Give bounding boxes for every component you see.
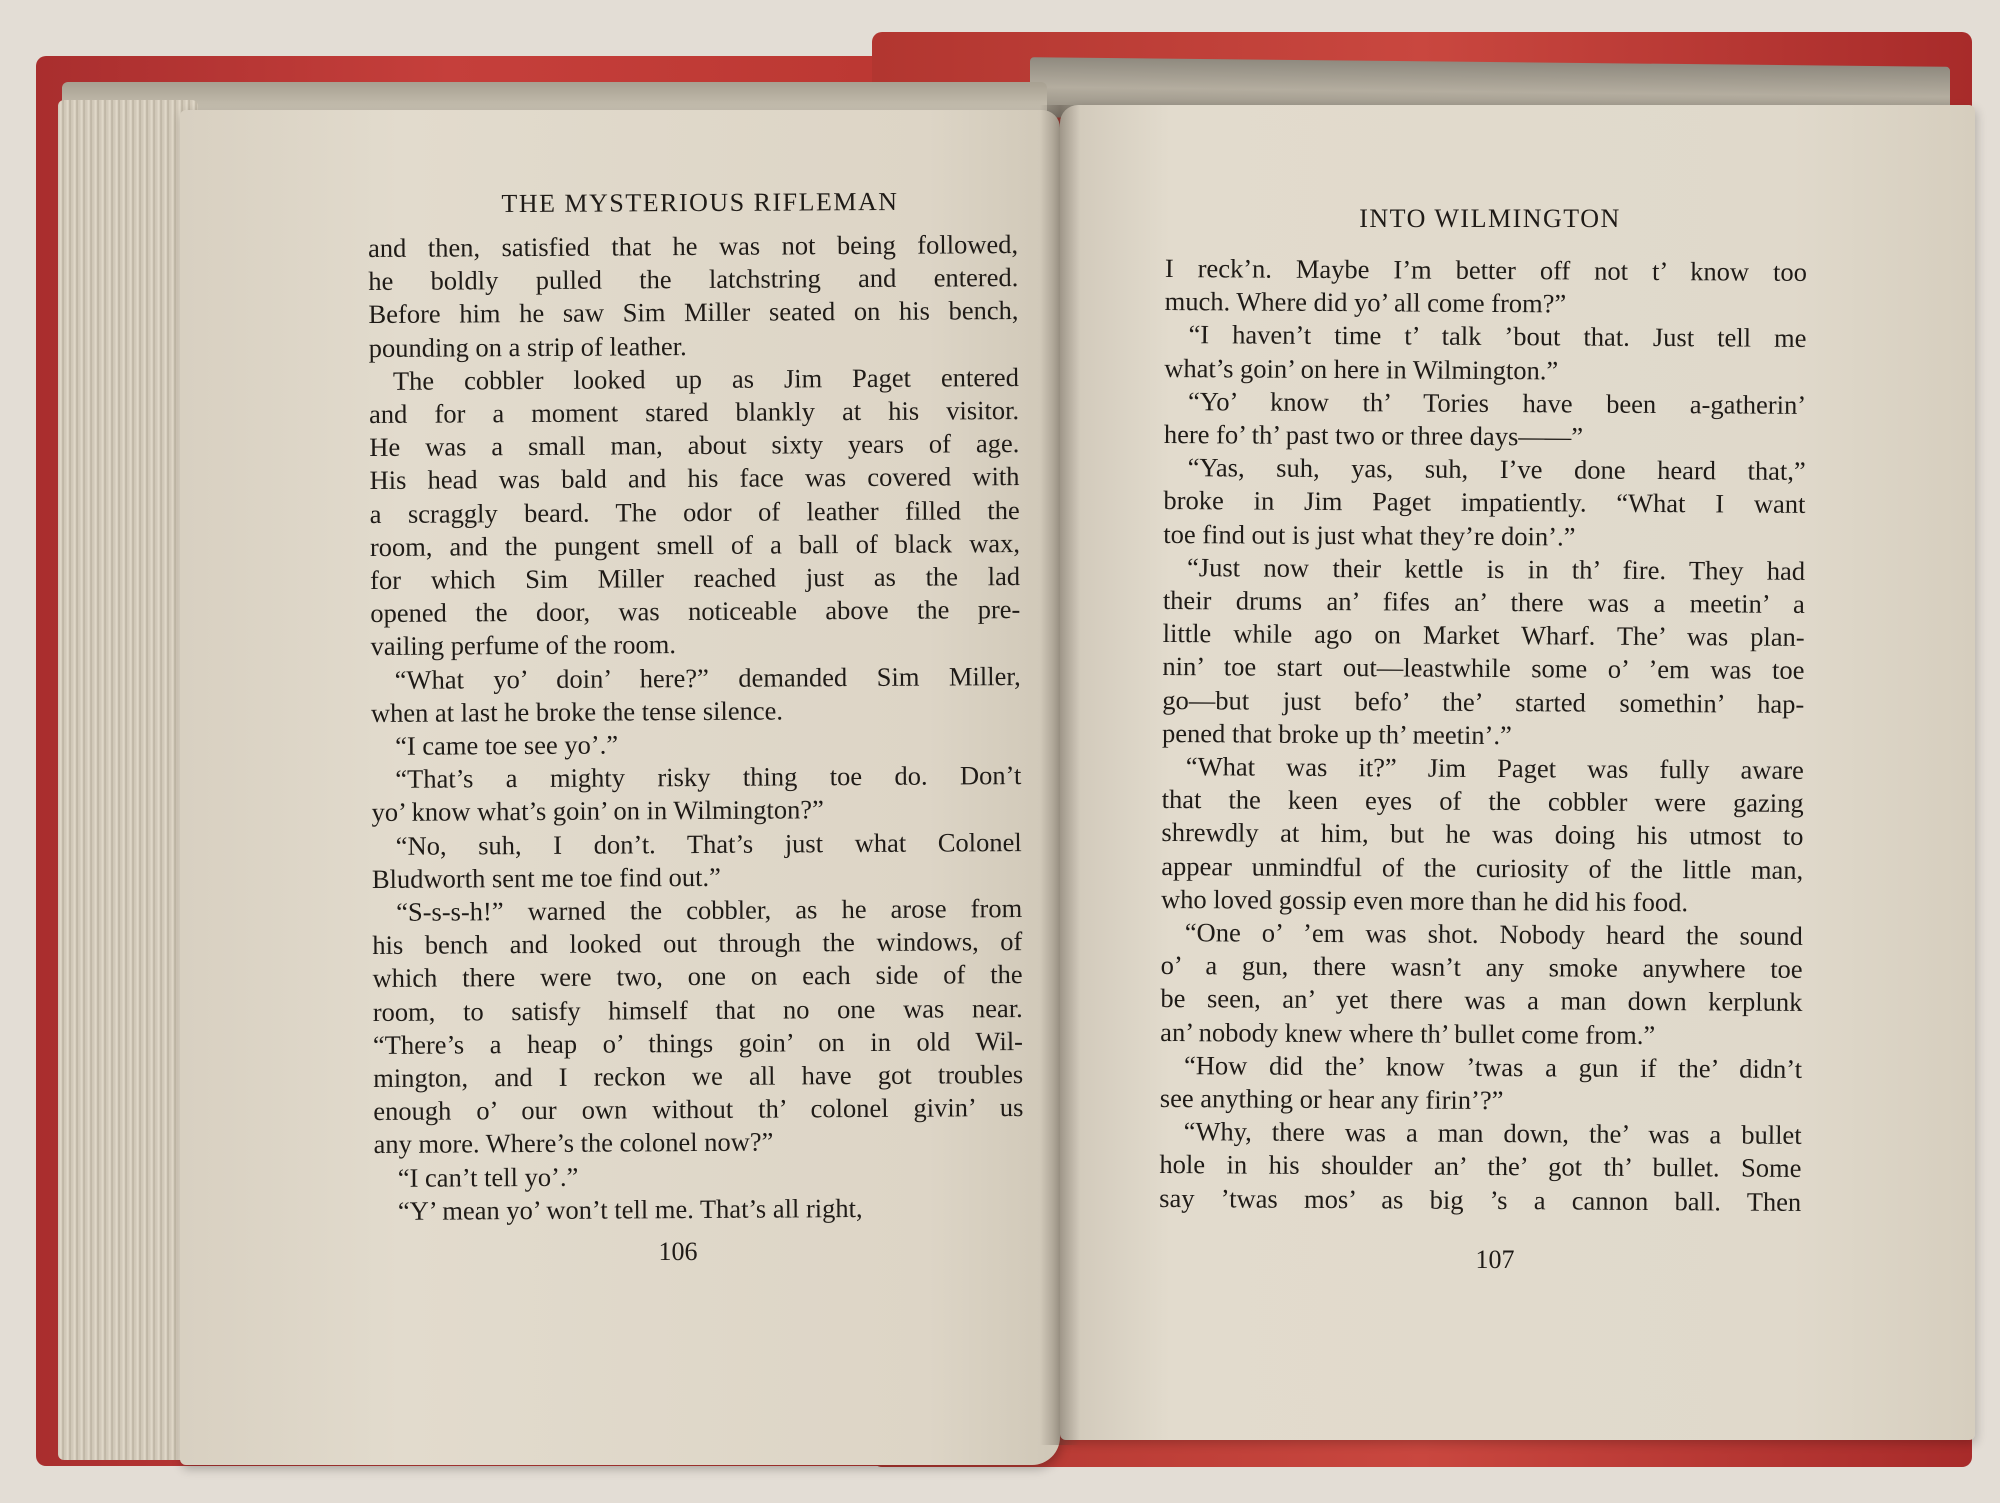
- text-line: o’ a gun, there wasn’t any smoke anywhere toe: [1160, 950, 1803, 985]
- text-line: say ’twas mos’ as big ’s a cannon ball. Then: [1159, 1182, 1802, 1217]
- text-line: pened that broke up th’ meetin’.”: [1161, 717, 1512, 750]
- text-line: “Y’ mean yo’ won’t tell me. That’s all right,: [397, 1192, 863, 1226]
- text-line: opened the door, was noticeable above the pre-: [370, 594, 1021, 629]
- text-line: here fo’ th’ past two or three days——”: [1163, 419, 1584, 452]
- text-line: pounding on a strip of leather.: [368, 330, 687, 363]
- text-line: an’ nobody knew where th’ bullet come from.”: [1160, 1016, 1656, 1050]
- text-line: “What was it?” Jim Paget was fully aware: [1185, 751, 1804, 785]
- left-page-text: [368, 228, 1024, 1228]
- right-page-number: 107: [1475, 1245, 1515, 1274]
- text-line: their drums an’ fifes an’ there was a meetin’ a: [1162, 585, 1805, 619]
- text-line: a scraggly beard. The odor of leather filled the: [369, 494, 1020, 529]
- text-line: his bench and looked out through the windows, of: [372, 926, 1023, 961]
- text-line: The cobbler looked up as Jim Paget entered: [392, 361, 1019, 396]
- text-line: “S-s-s-h!” warned the cobbler, as he arose from: [396, 893, 1023, 927]
- text-line: what’s goin’ on here in Wilmington.”: [1164, 352, 1559, 386]
- text-line: “What yo’ doin’ here?” demanded Sim Miller,: [394, 660, 1021, 695]
- book-gutter: [1040, 105, 1080, 1445]
- text-line: “Just now their kettle is in th’ fire. They had: [1186, 551, 1806, 586]
- text-line: “I can’t tell yo’.”: [397, 1161, 579, 1193]
- text-line: and then, satisfied that he was not being followed,: [368, 229, 1019, 263]
- text-line: see anything or hear any firin’?”: [1159, 1083, 1504, 1116]
- text-line: go—but just befo’ the’ started somethin’ hap-: [1162, 684, 1805, 719]
- text-line: and for a moment stared blankly at his visitor.: [369, 395, 1020, 430]
- text-line: mington, and I reckon we all have got troubles: [373, 1059, 1024, 1094]
- text-line: broke in Jim Paget impatiently. “What I want: [1163, 485, 1806, 520]
- text-line: he boldly pulled the latchstring and entered.: [368, 262, 1019, 297]
- text-line: I reck’n. Maybe I’m better off not t’ know too: [1164, 252, 1807, 287]
- right-page-text: [1159, 252, 1807, 1219]
- text-line: be seen, an’ yet there was a man down kerplunk: [1160, 983, 1803, 1018]
- text-line: toe find out is just what they’re doin’.”: [1163, 518, 1576, 552]
- text-line: “No, suh, I don’t. That’s just what Colonel: [395, 826, 1022, 861]
- text-line: any more. Where’s the colonel now?”: [373, 1127, 774, 1160]
- left-running-head: THE MYSTERIOUS RIFLEMAN: [501, 186, 899, 219]
- text-line: “I haven’t time t’ talk ’bout that. Just tell me: [1188, 319, 1807, 354]
- text-line: little while ago on Market Wharf. The’ was plan-: [1162, 618, 1805, 653]
- text-line: room, to satisfy himself that no one was near.: [372, 992, 1023, 1027]
- text-line: enough o’ our own without th’ colonel givin’ us: [373, 1092, 1024, 1127]
- text-line: “How did the’ know ’twas a gun if the’ didn’t: [1183, 1050, 1803, 1084]
- text-line: He was a small man, about sixty years of age.: [369, 428, 1020, 463]
- left-page-number: 106: [658, 1237, 698, 1266]
- text-line: His head was bald and his face was covered with: [369, 461, 1020, 496]
- page-stack-left: [58, 100, 198, 1460]
- text-line: much. Where did yo’ all come from?”: [1164, 286, 1567, 319]
- text-line: who loved gossip even more than he did his food.: [1160, 883, 1689, 918]
- text-line: shrewdly at him, but he was doing his utmost to: [1161, 817, 1804, 852]
- text-line: “There’s a heap o’ things goin’ on in old Wil-: [372, 1025, 1024, 1060]
- text-line: when at last he broke the tense silence.: [370, 695, 784, 728]
- text-line: room, and the pungent smell of a ball of black wax,: [369, 527, 1021, 562]
- text-line: for which Sim Miller reached just as the lad: [370, 561, 1021, 596]
- text-line: “I came toe see yo’.”: [395, 729, 619, 761]
- text-line: which there were two, one on each side of the: [372, 959, 1023, 994]
- text-line: vailing perfume of the room.: [370, 629, 677, 662]
- text-line: nin’ toe start out—leastwhile some o’ ’em was toe: [1162, 651, 1805, 686]
- text-line: “That’s a mighty risky thing toe do. Don’t: [395, 760, 1022, 795]
- text-line: “Why, there was a man down, the’ was a bullet: [1183, 1116, 1802, 1151]
- text-line: “One o’ ’em was shot. Nobody heard the sound: [1184, 917, 1803, 951]
- text-line: appear unmindful of the curiosity of the little man,: [1161, 850, 1804, 885]
- text-line: hole in his shoulder an’ the’ got th’ bullet. Some: [1159, 1149, 1802, 1184]
- text-line: yo’ know what’s goin’ on in Wilmington?”: [371, 794, 824, 828]
- text-line: Bludworth sent me toe find out.”: [371, 861, 721, 894]
- text-line: “Yo’ know th’ Tories have been a-gatherin’: [1187, 385, 1807, 420]
- right-running-head: INTO WILMINGTON: [1359, 204, 1621, 233]
- text-line: Before him he saw Sim Miller seated on his bench,: [368, 295, 1019, 330]
- text-line: “Yas, suh, yas, suh, I’ve done heard that,”: [1187, 452, 1806, 487]
- text-line: that the keen eyes of the cobbler were gazing: [1161, 784, 1804, 819]
